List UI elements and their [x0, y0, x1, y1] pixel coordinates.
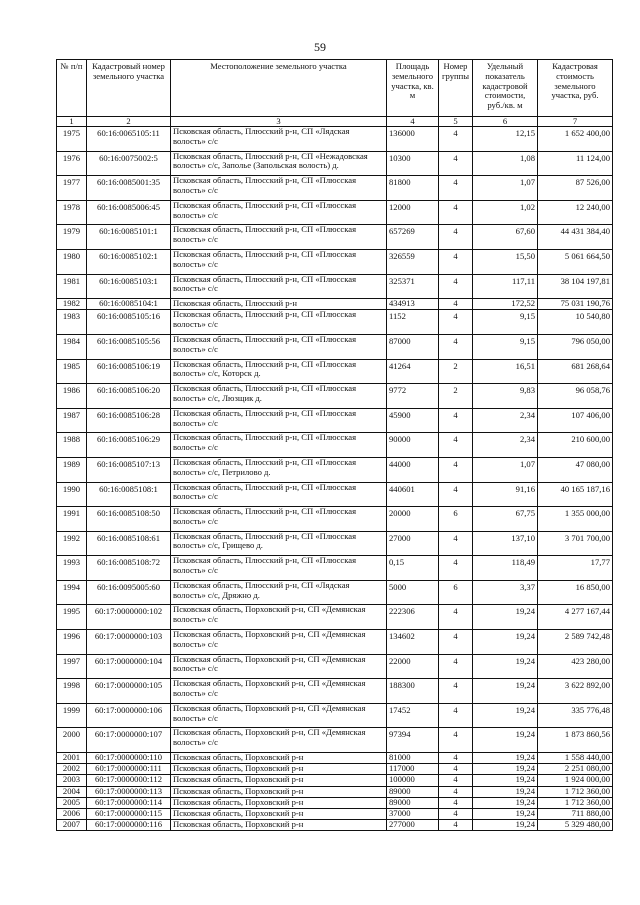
area-value: 1152 [387, 310, 439, 335]
location: Псковская область, Порховский р-н [171, 775, 387, 786]
cadastral-number: 60:16:0095005:60 [87, 580, 171, 605]
row-number: 1989 [57, 457, 87, 482]
area-value: 27000 [387, 531, 439, 556]
specific-rate: 137,10 [473, 531, 538, 556]
group-number: 4 [439, 249, 473, 274]
group-number: 4 [439, 408, 473, 433]
cadastral-cost: 1 712 360,00 [538, 797, 613, 808]
cadastral-cost: 3 622 892,00 [538, 679, 613, 704]
location: Псковская область, Плюсский р-н, СП «Плюсская волость» с/с [171, 482, 387, 507]
table-row [57, 359, 613, 384]
location: Псковская область, Порховский р-н [171, 797, 387, 808]
specific-rate: 19,24 [473, 630, 538, 655]
table-row [57, 764, 613, 775]
group-number: 6 [439, 580, 473, 605]
location: Псковская область, Порховский р-н [171, 753, 387, 764]
cadastral-cost: 2 589 742,48 [538, 630, 613, 655]
location: Псковская область, Порховский р-н, СП «Демянская волость» с/с [171, 605, 387, 630]
cadastral-cost: 16 850,00 [538, 580, 613, 605]
table-row [57, 580, 613, 605]
row-number: 1987 [57, 408, 87, 433]
group-number: 4 [439, 176, 473, 201]
location: Псковская область, Плюсский р-н [171, 299, 387, 310]
row-number: 1984 [57, 334, 87, 359]
cadastral-number: 60:17:0000000:105 [87, 679, 171, 704]
group-number: 4 [439, 310, 473, 335]
specific-rate: 19,24 [473, 764, 538, 775]
table-row [57, 457, 613, 482]
row-number: 1978 [57, 200, 87, 225]
header-cadastral-cost: Кадастровая стоимость земельного участка, руб. [538, 60, 613, 117]
table-row [57, 820, 613, 831]
cadastral-cost: 38 104 197,81 [538, 274, 613, 299]
specific-rate: 1,07 [473, 176, 538, 201]
area-value: 100000 [387, 775, 439, 786]
cadastral-number: 60:17:0000000:116 [87, 820, 171, 831]
table-row [57, 775, 613, 786]
table-body [57, 127, 613, 831]
specific-rate: 15,50 [473, 249, 538, 274]
location: Псковская область, Порховский р-н, СП «Демянская волость» с/с [171, 703, 387, 728]
cadastral-cost: 47 080,00 [538, 457, 613, 482]
row-number: 1977 [57, 176, 87, 201]
row-number: 1992 [57, 531, 87, 556]
table-row [57, 728, 613, 753]
group-number: 4 [439, 786, 473, 797]
cadastral-cost: 1 652 400,00 [538, 127, 613, 152]
area-value: 97394 [387, 728, 439, 753]
column-number: 5 [439, 117, 473, 127]
area-value: 90000 [387, 433, 439, 458]
area-value: 136000 [387, 127, 439, 152]
specific-rate: 117,11 [473, 274, 538, 299]
cadastral-number: 60:16:0085108:72 [87, 556, 171, 581]
table-row [57, 786, 613, 797]
group-number: 4 [439, 482, 473, 507]
specific-rate: 19,24 [473, 786, 538, 797]
cadastral-number: 60:16:0085108:50 [87, 507, 171, 532]
cadastral-number: 60:16:0075002:5 [87, 151, 171, 176]
table-row [57, 507, 613, 532]
cadastral-number: 60:17:0000000:110 [87, 753, 171, 764]
area-value: 37000 [387, 808, 439, 819]
area-value: 325371 [387, 274, 439, 299]
table-row [57, 556, 613, 581]
group-number: 6 [439, 507, 473, 532]
specific-rate: 1,08 [473, 151, 538, 176]
cadastral-number: 60:17:0000000:115 [87, 808, 171, 819]
location: Псковская область, Плюсский р-н, СП «Плюсская волость» с/с [171, 200, 387, 225]
row-number: 1982 [57, 299, 87, 310]
group-number: 4 [439, 531, 473, 556]
area-value: 434913 [387, 299, 439, 310]
group-number: 4 [439, 151, 473, 176]
specific-rate: 9,15 [473, 334, 538, 359]
row-number: 1980 [57, 249, 87, 274]
row-number: 1986 [57, 384, 87, 409]
group-number: 4 [439, 764, 473, 775]
area-value: 440601 [387, 482, 439, 507]
row-number: 1993 [57, 556, 87, 581]
group-number: 4 [439, 753, 473, 764]
column-number: 4 [387, 117, 439, 127]
table-row [57, 531, 613, 556]
location: Псковская область, Плюсский р-н, СП «Плюсская волость» с/с [171, 556, 387, 581]
cadastral-cost: 5 061 664,50 [538, 249, 613, 274]
area-value: 20000 [387, 507, 439, 532]
cadastral-cost: 1 558 440,00 [538, 753, 613, 764]
table-row [57, 482, 613, 507]
cadastral-cost: 210 600,00 [538, 433, 613, 458]
location: Псковская область, Плюсский р-н, СП «Плюсская волость» с/с [171, 249, 387, 274]
area-value: 12000 [387, 200, 439, 225]
column-number: 6 [473, 117, 538, 127]
row-number: 1995 [57, 605, 87, 630]
row-number: 1985 [57, 359, 87, 384]
location: Псковская область, Плюсский р-н, СП «Плюсская волость» с/с [171, 433, 387, 458]
location: Псковская область, Плюсский р-н, СП «Плюсская волость» с/с [171, 225, 387, 250]
row-number: 1994 [57, 580, 87, 605]
cadastral-cost: 75 031 190,76 [538, 299, 613, 310]
location: Псковская область, Плюсский р-н, СП «Плюсская волость» с/с [171, 310, 387, 335]
row-number: 2007 [57, 820, 87, 831]
cadastral-number: 60:17:0000000:112 [87, 775, 171, 786]
cadastral-cost: 681 268,64 [538, 359, 613, 384]
cadastral-number: 60:16:0085107:13 [87, 457, 171, 482]
column-number: 3 [171, 117, 387, 127]
row-number: 2001 [57, 753, 87, 764]
location: Псковская область, Плюсский р-н, СП «Плюсская волость» с/с [171, 274, 387, 299]
cadastral-number: 60:16:0085102:1 [87, 249, 171, 274]
header-group: Номер группы [439, 60, 473, 117]
cadastral-cost: 11 124,00 [538, 151, 613, 176]
cadastral-number: 60:17:0000000:107 [87, 728, 171, 753]
area-value: 22000 [387, 654, 439, 679]
location: Псковская область, Плюсский р-н, СП «Плюсская волость» с/с, Которск д. [171, 359, 387, 384]
area-value: 9772 [387, 384, 439, 409]
area-value: 0,15 [387, 556, 439, 581]
row-number: 1976 [57, 151, 87, 176]
table-row [57, 630, 613, 655]
cadastral-number: 60:16:0085108:61 [87, 531, 171, 556]
table-row [57, 127, 613, 152]
cadastral-number: 60:16:0085105:56 [87, 334, 171, 359]
group-number: 2 [439, 359, 473, 384]
table-row [57, 679, 613, 704]
area-value: 117000 [387, 764, 439, 775]
area-value: 277000 [387, 820, 439, 831]
specific-rate: 12,15 [473, 127, 538, 152]
cadastral-number: 60:16:0085101:1 [87, 225, 171, 250]
table-row [57, 249, 613, 274]
location: Псковская область, Плюсский р-н, СП «Нежадовская волость» с/с, Заполье (Запольская волость) д. [171, 151, 387, 176]
specific-rate: 2,34 [473, 408, 538, 433]
row-number: 2002 [57, 764, 87, 775]
cadastral-cost: 4 277 167,44 [538, 605, 613, 630]
location: Псковская область, Плюсский р-н, СП «Плюсская волость» с/с [171, 334, 387, 359]
cadastral-cost: 335 776,48 [538, 703, 613, 728]
cadastral-cost: 1 712 360,00 [538, 786, 613, 797]
group-number: 4 [439, 274, 473, 299]
specific-rate: 67,75 [473, 507, 538, 532]
cadastral-number: 60:16:0065105:11 [87, 127, 171, 152]
row-number: 1997 [57, 654, 87, 679]
cadastral-cost: 17,77 [538, 556, 613, 581]
table-row [57, 274, 613, 299]
row-number: 1983 [57, 310, 87, 335]
cadastral-cost: 2 251 080,00 [538, 764, 613, 775]
area-value: 657269 [387, 225, 439, 250]
area-value: 10300 [387, 151, 439, 176]
specific-rate: 2,34 [473, 433, 538, 458]
specific-rate: 19,24 [473, 605, 538, 630]
specific-rate: 19,24 [473, 775, 538, 786]
location: Псковская область, Плюсский р-н, СП «Плюсская волость» с/с, Люзщик д. [171, 384, 387, 409]
specific-rate: 19,24 [473, 797, 538, 808]
cadastral-number: 60:16:0085104:1 [87, 299, 171, 310]
cadastral-cost: 12 240,00 [538, 200, 613, 225]
specific-rate: 19,24 [473, 753, 538, 764]
row-number: 2005 [57, 797, 87, 808]
location: Псковская область, Порховский р-н, СП «Демянская волость» с/с [171, 679, 387, 704]
table-row [57, 654, 613, 679]
table-row [57, 225, 613, 250]
area-value: 89000 [387, 786, 439, 797]
group-number: 4 [439, 299, 473, 310]
cadastral-cost: 40 165 187,16 [538, 482, 613, 507]
specific-rate: 19,24 [473, 654, 538, 679]
location: Псковская область, Плюсский р-н, СП «Плюсская волость» с/с, Грищево д. [171, 531, 387, 556]
group-number: 4 [439, 654, 473, 679]
location: Псковская область, Порховский р-н [171, 786, 387, 797]
row-number: 1988 [57, 433, 87, 458]
column-number: 2 [87, 117, 171, 127]
location: Псковская область, Плюсский р-н, СП «Лядская волость» с/с [171, 127, 387, 152]
column-number: 1 [57, 117, 87, 127]
cadastral-cost: 1 873 860,56 [538, 728, 613, 753]
cadastral-number: 60:17:0000000:114 [87, 797, 171, 808]
specific-rate: 67,60 [473, 225, 538, 250]
row-number: 1975 [57, 127, 87, 152]
table-row [57, 797, 613, 808]
cadastral-number: 60:16:0085103:1 [87, 274, 171, 299]
cadastral-number: 60:16:0085108:1 [87, 482, 171, 507]
location: Псковская область, Плюсский р-н, СП «Плюсская волость» с/с [171, 408, 387, 433]
cadastral-cost: 107 406,00 [538, 408, 613, 433]
table-row [57, 176, 613, 201]
cadastral-cost: 423 280,00 [538, 654, 613, 679]
table-row [57, 753, 613, 764]
table-row [57, 310, 613, 335]
group-number: 4 [439, 679, 473, 704]
table-row [57, 200, 613, 225]
table-row [57, 408, 613, 433]
group-number: 4 [439, 797, 473, 808]
cadastral-number: 60:16:0085106:28 [87, 408, 171, 433]
specific-rate: 19,24 [473, 679, 538, 704]
area-value: 81000 [387, 753, 439, 764]
area-value: 326559 [387, 249, 439, 274]
row-number: 2006 [57, 808, 87, 819]
area-value: 41264 [387, 359, 439, 384]
group-number: 4 [439, 200, 473, 225]
specific-rate: 19,24 [473, 808, 538, 819]
group-number: 4 [439, 334, 473, 359]
specific-rate: 3,37 [473, 580, 538, 605]
cadastral-cost: 1 924 000,00 [538, 775, 613, 786]
group-number: 4 [439, 808, 473, 819]
group-number: 4 [439, 225, 473, 250]
header-specific-rate: Удельный показатель кадастровой стоимости, руб./кв. м [473, 60, 538, 117]
header-row [57, 60, 613, 117]
cadastral-number: 60:16:0085006:45 [87, 200, 171, 225]
row-number: 2000 [57, 728, 87, 753]
specific-rate: 118,49 [473, 556, 538, 581]
row-number: 2004 [57, 786, 87, 797]
specific-rate: 19,24 [473, 703, 538, 728]
group-number: 4 [439, 703, 473, 728]
group-number: 4 [439, 630, 473, 655]
column-number: 7 [538, 117, 613, 127]
location: Псковская область, Порховский р-н [171, 820, 387, 831]
area-value: 87000 [387, 334, 439, 359]
location: Псковская область, Плюсский р-н, СП «Лядская волость» с/с, Дряжно д. [171, 580, 387, 605]
cadastral-number: 60:16:0085001:35 [87, 176, 171, 201]
cadastral-cost: 1 355 000,00 [538, 507, 613, 532]
cadastral-number: 60:17:0000000:106 [87, 703, 171, 728]
header-num: № п/п [57, 60, 87, 117]
row-number: 1998 [57, 679, 87, 704]
row-number: 1979 [57, 225, 87, 250]
row-number: 1991 [57, 507, 87, 532]
area-value: 188300 [387, 679, 439, 704]
header-location: Местоположение земельного участка [171, 60, 387, 117]
group-number: 4 [439, 728, 473, 753]
location: Псковская область, Порховский р-н [171, 808, 387, 819]
area-value: 44000 [387, 457, 439, 482]
group-number: 4 [439, 556, 473, 581]
row-number: 1996 [57, 630, 87, 655]
table-row [57, 433, 613, 458]
location: Псковская область, Порховский р-н, СП «Демянская волость» с/с [171, 654, 387, 679]
specific-rate: 1,07 [473, 457, 538, 482]
row-number: 1990 [57, 482, 87, 507]
group-number: 4 [439, 433, 473, 458]
table-row [57, 808, 613, 819]
specific-rate: 1,02 [473, 200, 538, 225]
specific-rate: 19,24 [473, 728, 538, 753]
specific-rate: 16,51 [473, 359, 538, 384]
area-value: 17452 [387, 703, 439, 728]
location: Псковская область, Порховский р-н, СП «Демянская волость» с/с [171, 630, 387, 655]
cadastral-number: 60:16:0085106:29 [87, 433, 171, 458]
table-row [57, 703, 613, 728]
table-row [57, 334, 613, 359]
cadastral-cost: 796 050,00 [538, 334, 613, 359]
area-value: 89000 [387, 797, 439, 808]
area-value: 134602 [387, 630, 439, 655]
specific-rate: 19,24 [473, 820, 538, 831]
table-row [57, 151, 613, 176]
group-number: 4 [439, 775, 473, 786]
cadastral-cost: 10 540,80 [538, 310, 613, 335]
group-number: 4 [439, 605, 473, 630]
location: Псковская область, Порховский р-н [171, 764, 387, 775]
group-number: 4 [439, 820, 473, 831]
cadastral-number: 60:17:0000000:104 [87, 654, 171, 679]
column-number-row [57, 117, 613, 127]
area-value: 222306 [387, 605, 439, 630]
header-cadastral-number: Кадастровый номер земельного участка [87, 60, 171, 117]
page-number: 59 [314, 40, 326, 54]
cadastral-number: 60:16:0085106:19 [87, 359, 171, 384]
cadastral-number: 60:17:0000000:113 [87, 786, 171, 797]
row-number: 2003 [57, 775, 87, 786]
location: Псковская область, Плюсский р-н, СП «Плюсская волость» с/с, Петрилово д. [171, 457, 387, 482]
table-row [57, 605, 613, 630]
cadastral-cost: 711 880,00 [538, 808, 613, 819]
cadastral-cost: 5 329 480,00 [538, 820, 613, 831]
group-number: 4 [439, 457, 473, 482]
specific-rate: 9,83 [473, 384, 538, 409]
table-row [57, 299, 613, 310]
cadastral-number: 60:16:0085105:16 [87, 310, 171, 335]
cadastral-number: 60:17:0000000:103 [87, 630, 171, 655]
cadastral-table [56, 59, 613, 831]
specific-rate: 172,52 [473, 299, 538, 310]
cadastral-number: 60:17:0000000:102 [87, 605, 171, 630]
cadastral-cost: 3 701 700,00 [538, 531, 613, 556]
row-number: 1981 [57, 274, 87, 299]
row-number: 1999 [57, 703, 87, 728]
cadastral-cost: 87 526,00 [538, 176, 613, 201]
specific-rate: 9,15 [473, 310, 538, 335]
location: Псковская область, Порховский р-н, СП «Демянская волость» с/с [171, 728, 387, 753]
table-row [57, 384, 613, 409]
area-value: 5000 [387, 580, 439, 605]
area-value: 81800 [387, 176, 439, 201]
cadastral-number: 60:16:0085106:20 [87, 384, 171, 409]
cadastral-cost: 44 431 384,40 [538, 225, 613, 250]
group-number: 4 [439, 127, 473, 152]
cadastral-number: 60:17:0000000:111 [87, 764, 171, 775]
cadastral-cost: 96 058,76 [538, 384, 613, 409]
location: Псковская область, Плюсский р-н, СП «Плюсская волость» с/с [171, 507, 387, 532]
location: Псковская область, Плюсский р-н, СП «Плюсская волость» с/с [171, 176, 387, 201]
area-value: 45900 [387, 408, 439, 433]
specific-rate: 91,16 [473, 482, 538, 507]
header-area: Площадь земельного участка, кв. м [387, 60, 439, 117]
group-number: 2 [439, 384, 473, 409]
